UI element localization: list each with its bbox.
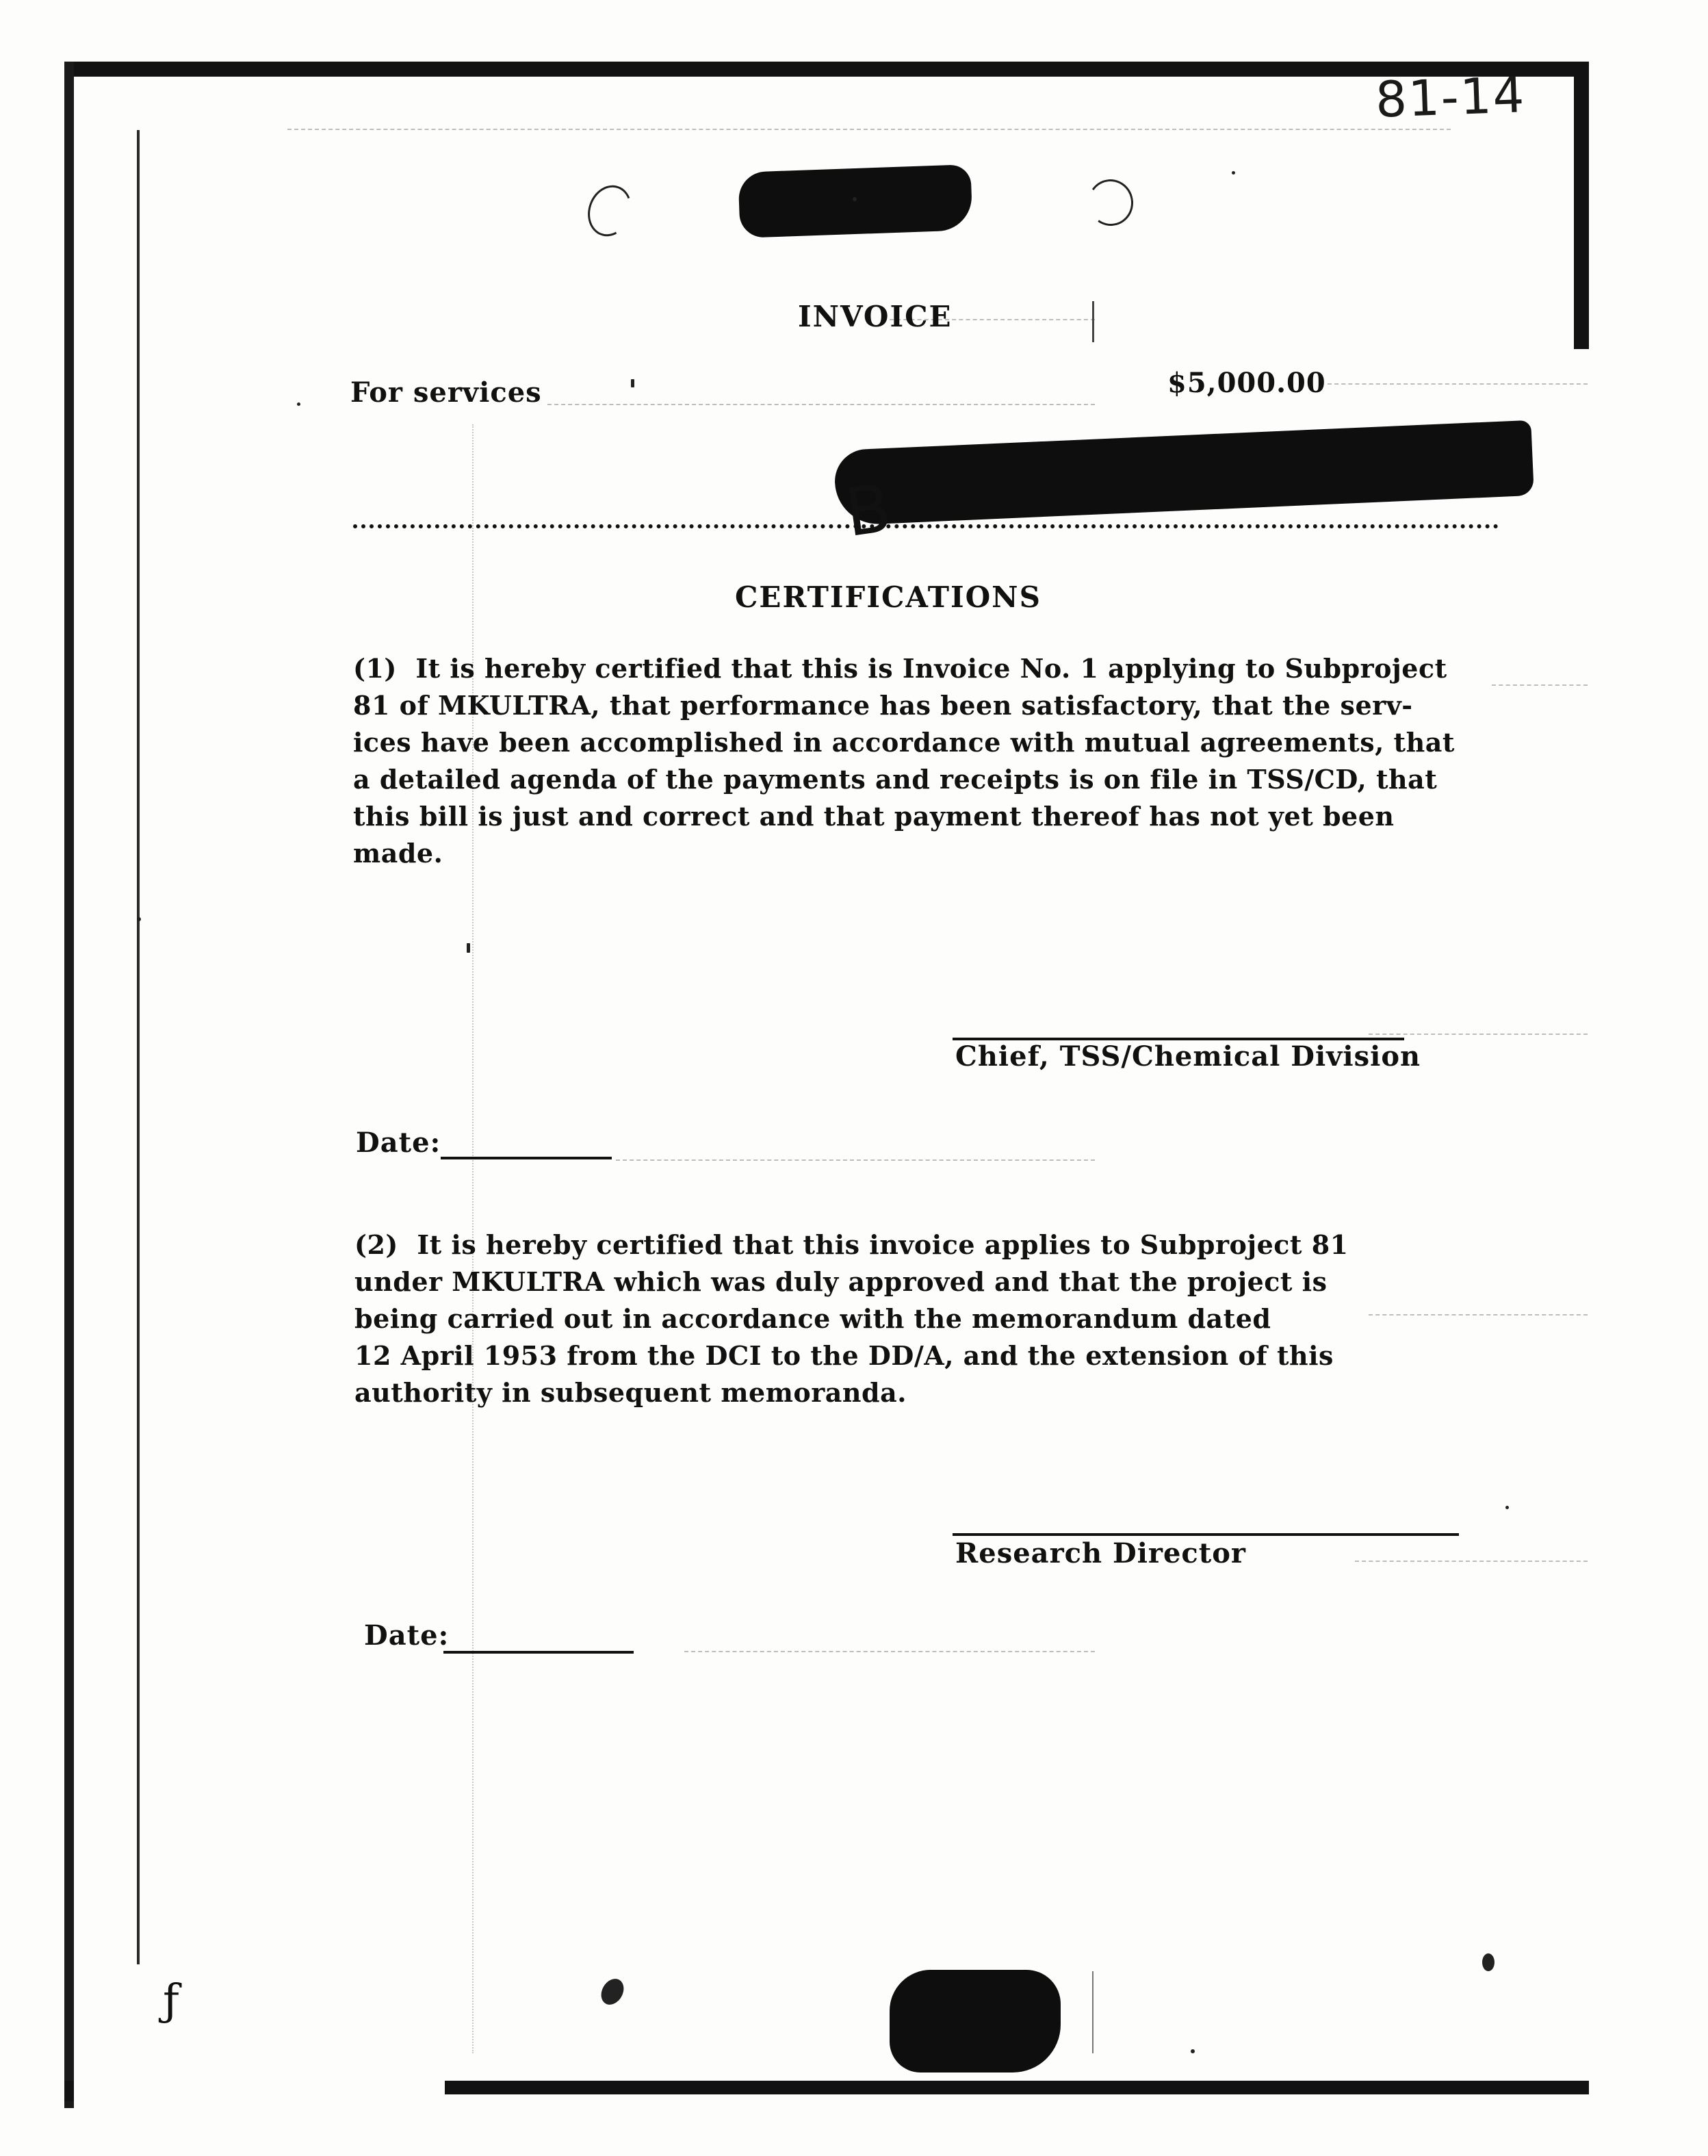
scan-border-left (64, 62, 74, 2108)
scan-margin-line (137, 130, 140, 1964)
date-label-2: Date: (364, 1619, 450, 1652)
scan-speck (137, 917, 141, 921)
redaction-block (738, 164, 972, 238)
redaction-block (833, 420, 1534, 526)
scan-speck (297, 402, 300, 406)
certifications-title: CERTIFICATIONS (735, 580, 1041, 614)
paragraph-line: a detailed agenda of the payments and receipts is on file in TSS/CD, that (353, 764, 1438, 795)
scan-speck (631, 379, 634, 387)
paragraph-line: (1) It is hereby certified that this is Invoice No. 1 applying to Subproject (353, 653, 1447, 684)
scan-border-bottom-left (64, 2081, 74, 2101)
redaction-block (890, 1970, 1061, 2072)
signature-line (953, 1533, 1459, 1536)
scan-speck (1232, 171, 1235, 175)
margin-glyph: ƒ (163, 1975, 180, 2026)
scan-speck (467, 943, 470, 953)
scan-artifact-vline (1092, 301, 1094, 342)
scan-border-top (66, 62, 1589, 77)
scan-artifact-line (547, 404, 1095, 405)
scan-speck (597, 1975, 628, 2009)
paragraph-line: being carried out in accordance with the memorandum dated (354, 1303, 1271, 1334)
handwritten-mark-b: B (840, 469, 896, 552)
paragraph-line: made. (353, 838, 443, 869)
scan-border-right (1574, 62, 1589, 349)
scan-artifact-line (1492, 684, 1588, 686)
invoice-title: INVOICE (798, 300, 953, 333)
scan-mark (1085, 176, 1137, 229)
date-label-1: Date: (356, 1127, 441, 1159)
scan-artifact-line (1369, 1034, 1588, 1035)
scan-speck (853, 197, 857, 201)
scan-artifact-line (684, 1651, 1095, 1652)
scan-speck (1505, 1506, 1509, 1509)
paragraph-line: under MKULTRA which was duly approved and that the project is (354, 1266, 1328, 1297)
handwritten-file-number: 81-14 (1374, 66, 1527, 129)
scan-artifact-vline (1092, 1971, 1094, 2053)
paragraph-line: this bill is just and correct and that payment thereof has not yet been (353, 801, 1395, 832)
scan-speck (1482, 1953, 1494, 1971)
paragraph-line: authority in subsequent memoranda. (354, 1377, 907, 1408)
signature-title-chief: Chief, TSS/Chemical Division (955, 1040, 1421, 1073)
date-line-1 (441, 1157, 612, 1159)
scan-speck (1191, 2049, 1195, 2053)
paragraph-line: 81 of MKULTRA, that performance has been satisfactory, that the serv- (353, 690, 1413, 721)
date-line-2 (443, 1651, 634, 1654)
paragraph-line: (2) It is hereby certified that this invoice applies to Subproject 81 (354, 1229, 1349, 1260)
scan-artifact-line (287, 129, 1451, 130)
paragraph-line: 12 April 1953 from the DCI to the DD/A, and the extension of this (354, 1340, 1334, 1371)
for-services-label: For services (350, 376, 542, 409)
scan-artifact-line (616, 1159, 1095, 1161)
scan-artifact-line (1328, 383, 1588, 385)
scan-artifact-line (1355, 1561, 1588, 1562)
paragraph-line: ices have been accomplished in accordance with mutual agreements, that (353, 727, 1455, 758)
signature-title-research-director: Research Director (955, 1537, 1247, 1569)
scan-artifact-line (1369, 1314, 1588, 1316)
scan-mark (581, 179, 638, 243)
invoice-amount: $5,000.00 (1167, 367, 1326, 399)
scan-border-bottom (445, 2081, 1589, 2094)
dotted-separator (353, 524, 1499, 528)
